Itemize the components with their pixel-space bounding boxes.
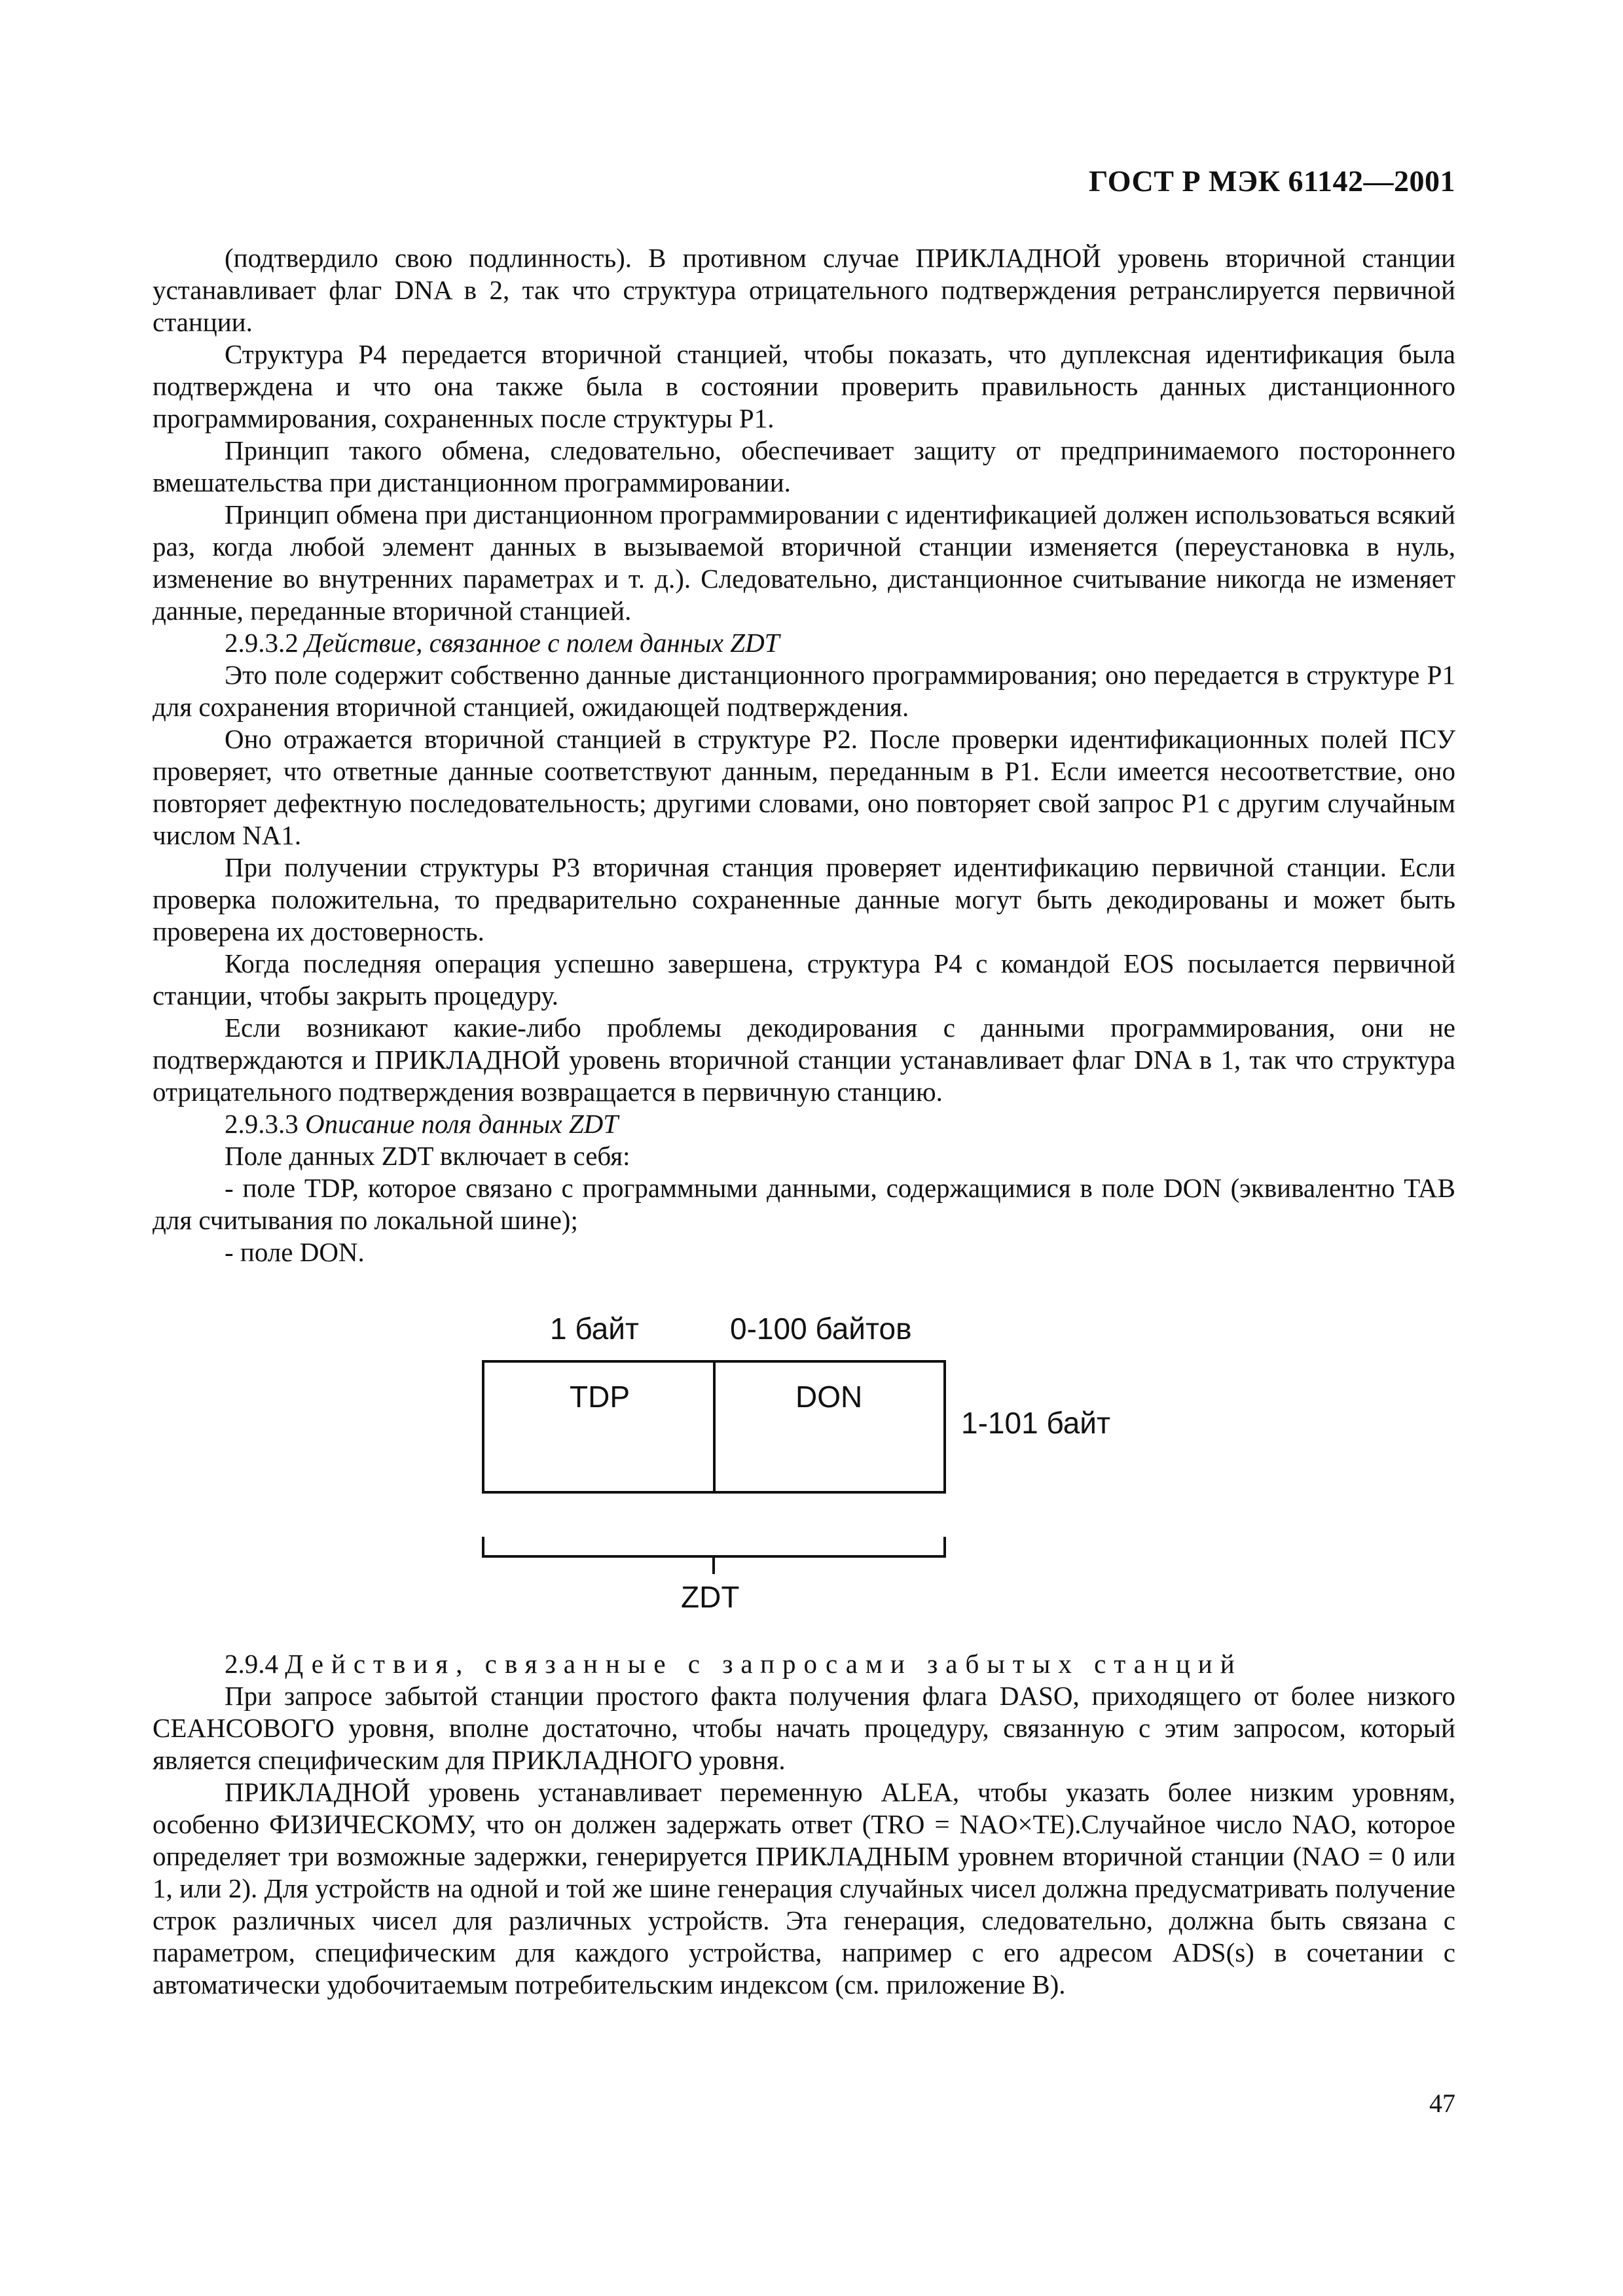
zdt-label: ZDT	[681, 1580, 740, 1614]
section-number: 2.9.4	[225, 1649, 278, 1679]
paragraph: (подтвердило свою подлинность). В противном случае ПРИКЛАДНОЙ уровень вторичной станции устанавливает флаг DNA в 2, так что структура отрицательного подтверждения ретранслируется первичной станции.	[153, 243, 1455, 337]
section-294-text	[153, 1648, 1455, 2001]
section-title: Действия, связанные с запросами забытых станций	[285, 1649, 1243, 1679]
zdt-field-diagram	[0, 1296, 1623, 1636]
list-item: - поле DON.	[225, 1237, 365, 1267]
section-title: Описание поля данных ZDT	[305, 1109, 619, 1139]
section-heading-294	[153, 1648, 1455, 1680]
zdt-bracket	[483, 1537, 945, 1574]
total-size-label: 1-101 байт	[961, 1406, 1111, 1440]
paragraph: Поле данных ZDT включает в себя:	[225, 1141, 630, 1171]
document-id-header: ГОСТ Р МЭК 61142—2001	[1089, 164, 1455, 198]
section-number: 2.9.3.3	[225, 1109, 299, 1139]
section-heading-2932	[153, 627, 1455, 659]
paragraph: Принцип обмена при дистанционном программировании с идентификацией должен использоваться всякий раз, когда любой элемент данных в вызываемой вторичной станции изменяется (переустановка в нуль, изменение во внутренних параметрах и т. д.). Следовательно, дистанционное считывание никогда не изменяет данные, переданные вторичной станцией.	[153, 499, 1455, 626]
paragraph: Оно отражается вторичной станцией в структуре P2. После проверки идентификационных полей ПСУ проверяет, что ответные данные соответствуют данным, переданным в P1. Если имеется несоответствие, оно повторяет дефектную последовательность; другими словами, оно повторяет свой запрос P1 с другим случайным числом NA1.	[153, 724, 1455, 850]
page-number: 47	[1429, 2089, 1455, 2118]
paragraph: ПРИКЛАДНОЙ уровень устанавливает переменную ALEA, чтобы указать более низким уровням, особенно ФИЗИЧЕСКОМУ, что он должен задержать ответ (TRO = NAO×TE).Случайное число NAO, которое определяет три возможные задержки, генерируется ПРИКЛАДНЫМ уровнем вторичной станции (NAO = 0 или 1, или 2). Для устройств на одной и той же шине генерация случайных чисел должна предусматривать получение строк различных чисел для различных устройств. Эта генерация, следовательно, должна быть связана с параметром, специфическим для каждого устройства, например с его адресом ADS(s) в сочетании с автоматически удобочитаемым потребительским индексом (см. приложение В).	[153, 1777, 1455, 2000]
don-size-label: 0-100 байтов	[730, 1312, 912, 1346]
section-heading-2933	[153, 1108, 1455, 1140]
section-number: 2.9.3.2	[225, 628, 299, 658]
paragraph: Принцип такого обмена, следовательно, обеспечивает защиту от предпринимаемого постороннего вмешательства при дистанционном программировании.	[153, 435, 1455, 497]
paragraph: При запросе забытой станции простого факта получения флага DASO, приходящего от более низкого СЕАНСОВОГО уровня, вполне достаточно, чтобы начать процедуру, связанную с этим запросом, который является специфическим для ПРИКЛАДНОГО уровня.	[153, 1681, 1455, 1775]
paragraph: При получении структуры P3 вторичная станция проверяет идентификацию первичной станции. Если проверка положительна, то предварительно сохраненные данные могут быть декодированы и может быть проверена их достоверность.	[153, 852, 1455, 946]
paragraph: Структура P4 передается вторичной станцией, чтобы показать, что дуплексная идентификация была подтверждена и что она также была в состоянии проверить правильность данных дистанционного программирования, сохраненных после структуры P1.	[153, 339, 1455, 433]
section-title: Действие, связанное с полем данных ZDT	[305, 628, 780, 658]
paragraph: Когда последняя операция успешно завершена, структура P4 с командой EOS посылается первичной станции, чтобы закрыть процедуру.	[153, 948, 1455, 1011]
paragraph: Если возникают какие-либо проблемы декодирования с данными программирования, они не подтверждаются и ПРИКЛАДНОЙ уровень вторичной станции устанавливает флаг DNA в 1, так что структура отрицательного подтверждения возвращается в первичную станцию.	[153, 1013, 1455, 1107]
don-label: DON	[795, 1380, 863, 1414]
list-item: - поле TDP, которое связано с программными данными, содержащимися в поле DON (эквивалентно TAB для считывания по локальной шине);	[153, 1173, 1455, 1235]
body-text	[153, 242, 1455, 1268]
paragraph: Это поле содержит собственно данные дистанционного программирования; оно передается в структуре P1 для сохранения вторичной станцией, ожидающей подтверждения.	[153, 660, 1455, 722]
tdp-size-label: 1 байт	[550, 1312, 640, 1346]
tdp-label: TDP	[570, 1380, 630, 1414]
